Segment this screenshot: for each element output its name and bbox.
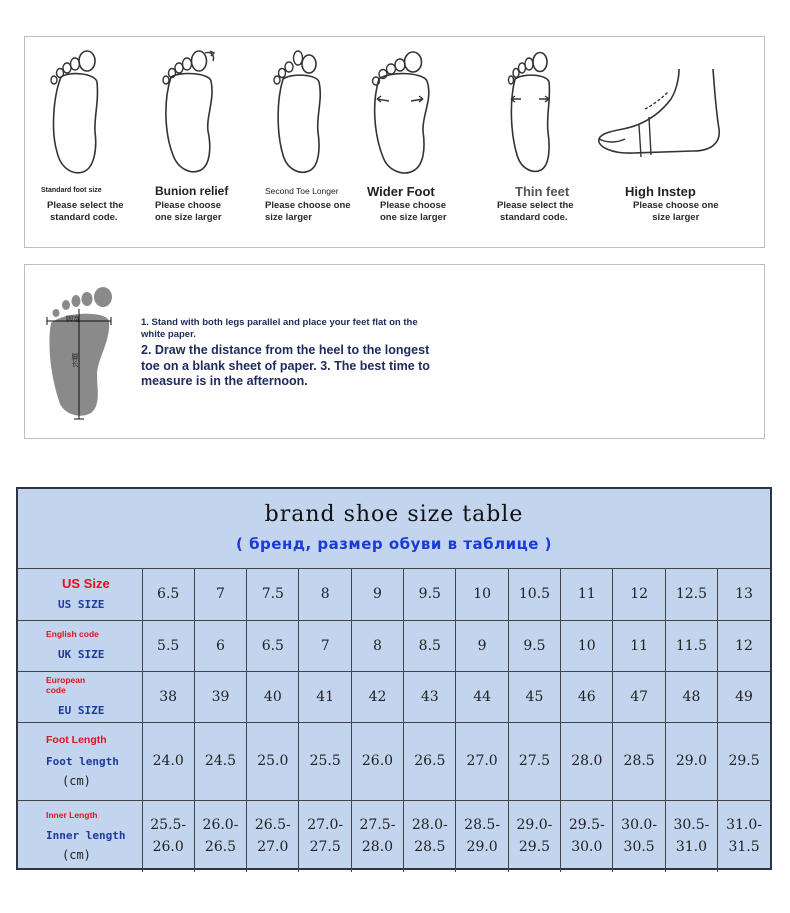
size-cell: 9.5: [508, 620, 560, 671]
size-row: [18, 722, 770, 800]
foot-type-desc: [633, 200, 719, 224]
desc-line: Please choose one: [265, 200, 351, 211]
size-cell: 29.0: [665, 722, 717, 800]
row-label-unit: (cm): [62, 847, 91, 862]
size-table-subtitle: ( бренд, размер обуви в таблице ): [236, 535, 552, 553]
size-cell: 26.0: [351, 722, 403, 800]
size-cell: 28.5- 29.0: [456, 800, 508, 872]
desc-line: standard code.: [500, 212, 568, 223]
size-cell: 29.5- 30.0: [561, 800, 613, 872]
size-cell: 8: [351, 620, 403, 671]
size-cell: 10: [456, 569, 508, 620]
size-cell: 11: [561, 569, 613, 620]
size-cell: 6.5: [247, 620, 299, 671]
bunion-foot-icon: [153, 47, 233, 182]
measure-panel: [24, 264, 765, 439]
size-cell: 44: [456, 671, 508, 722]
size-cell: 11.5: [665, 620, 717, 671]
foot-type-name: Second Toe Longer: [265, 186, 339, 196]
row-label: [18, 620, 142, 671]
size-cell: 46: [561, 671, 613, 722]
desc-line: Please select the: [47, 200, 124, 211]
row-label: [18, 671, 142, 722]
standard-foot-icon: [39, 47, 119, 182]
length-mark-label: 脚长: [71, 353, 79, 367]
size-cell: 25.0: [247, 722, 299, 800]
measure-step-2-3: 2. Draw the distance from the heel to the longest toe on a blank sheet of paper. 3. The best time to measure is in the afternoon.: [141, 343, 430, 388]
desc-line: Please choose: [155, 200, 222, 211]
size-cell: 29.0- 29.5: [508, 800, 560, 872]
size-cell: 8: [299, 569, 351, 620]
row-label-red: English code: [46, 629, 99, 640]
foot-types-panel: [24, 36, 765, 248]
size-grid: [18, 569, 770, 872]
desc-line: size larger: [265, 212, 312, 223]
size-cell: 38: [142, 671, 194, 722]
size-cell: 6: [194, 620, 246, 671]
desc-line: one size larger: [155, 212, 222, 223]
size-row: [18, 800, 770, 872]
size-cell: 12: [613, 569, 665, 620]
size-cell: 25.5: [299, 722, 351, 800]
row-label-red: Foot Length: [46, 734, 107, 747]
measure-instructions: [141, 317, 441, 390]
size-cell: 45: [508, 671, 560, 722]
foot-type-standard: [39, 37, 159, 247]
row-label-blue: UK SIZE: [58, 647, 105, 661]
size-cell: 40: [247, 671, 299, 722]
size-cell: 27.0: [456, 722, 508, 800]
foot-type-desc: [265, 200, 351, 224]
row-label-red: European code: [46, 675, 86, 695]
size-cell: 30.0- 30.5: [613, 800, 665, 872]
foot-type-wider: [365, 37, 485, 247]
second-toe-foot-icon: [263, 47, 343, 182]
row-label-red: US Size: [62, 576, 110, 592]
desc-line: Please choose: [380, 200, 447, 211]
row-label: [18, 800, 142, 872]
size-table-header: [18, 489, 770, 569]
foot-type-name: Thin feet: [515, 184, 570, 199]
size-cell: 31.0- 31.5: [718, 800, 770, 872]
high-instep-foot-icon: [593, 47, 733, 182]
size-row: [18, 569, 770, 620]
size-row: [18, 671, 770, 722]
size-cell: 49: [718, 671, 770, 722]
size-cell: 47: [613, 671, 665, 722]
size-cell: 10: [561, 620, 613, 671]
size-cell: 7: [299, 620, 351, 671]
foot-measure-icon: [41, 285, 131, 425]
size-cell: 6.5: [142, 569, 194, 620]
size-cell: 25.5- 26.0: [142, 800, 194, 872]
size-row: [18, 620, 770, 671]
foot-type-desc: [380, 200, 447, 224]
size-table: [16, 487, 772, 870]
size-cell: 28.0- 28.5: [404, 800, 456, 872]
size-cell: 43: [404, 671, 456, 722]
size-cell: 48: [665, 671, 717, 722]
size-cell: 41: [299, 671, 351, 722]
row-label-red: Inner Length: [46, 809, 98, 820]
size-cell: 7.5: [247, 569, 299, 620]
foot-type-name: Wider Foot: [367, 184, 435, 199]
row-label-blue: Inner length: [46, 828, 126, 842]
desc-line: Please select the: [497, 200, 574, 211]
size-cell: 28.0: [561, 722, 613, 800]
size-cell: 28.5: [613, 722, 665, 800]
size-table-title: brand shoe size table: [264, 502, 524, 527]
size-cell: 10.5: [508, 569, 560, 620]
row-label: [18, 722, 142, 800]
foot-type-name: High Instep: [625, 184, 696, 199]
size-cell: 7: [194, 569, 246, 620]
size-cell: 26.0- 26.5: [194, 800, 246, 872]
size-cell: 8.5: [404, 620, 456, 671]
size-cell: 26.5: [404, 722, 456, 800]
row-label-blue: Foot length: [46, 754, 119, 768]
size-cell: 11: [613, 620, 665, 671]
foot-type-bunion: [153, 37, 273, 247]
row-label-blue: EU SIZE: [58, 703, 105, 717]
desc-line: standard code.: [50, 212, 118, 223]
size-cell: 5.5: [142, 620, 194, 671]
row-label-unit: (cm): [62, 773, 91, 788]
size-cell: 9.5: [404, 569, 456, 620]
size-cell: 13: [718, 569, 770, 620]
row-label: [18, 569, 142, 620]
size-cell: 9: [351, 569, 403, 620]
size-cell: 29.5: [718, 722, 770, 800]
size-cell: 12.5: [665, 569, 717, 620]
wide-foot-icon: [365, 47, 445, 182]
foot-type-desc: [155, 200, 222, 224]
foot-type-name: Bunion relief: [155, 184, 229, 198]
foot-type-desc: [497, 200, 574, 224]
row-label-blue: US SIZE: [58, 598, 105, 612]
size-cell: 27.5: [508, 722, 560, 800]
size-cell: 9: [456, 620, 508, 671]
size-cell: 26.5- 27.0: [247, 800, 299, 872]
desc-line: size larger: [652, 212, 700, 223]
size-cell: 24.5: [194, 722, 246, 800]
desc-line: one size larger: [380, 212, 447, 223]
size-cell: 12: [718, 620, 770, 671]
thin-foot-icon: [495, 47, 575, 182]
size-cell: 42: [351, 671, 403, 722]
foot-type-desc: [47, 200, 124, 224]
desc-line: Please choose one: [633, 200, 719, 211]
size-cell: 30.5- 31.0: [665, 800, 717, 872]
size-cell: 27.5- 28.0: [351, 800, 403, 872]
size-cell: 24.0: [142, 722, 194, 800]
measure-step-1: 1. Stand with both legs parallel and place your feet flat on the white paper.: [141, 317, 418, 340]
width-mark-label: 脚宽: [66, 315, 80, 323]
size-cell: 39: [194, 671, 246, 722]
foot-type-name: Standard foot size: [41, 187, 102, 194]
size-cell: 27.0- 27.5: [299, 800, 351, 872]
foot-type-high-instep: [593, 37, 719, 247]
